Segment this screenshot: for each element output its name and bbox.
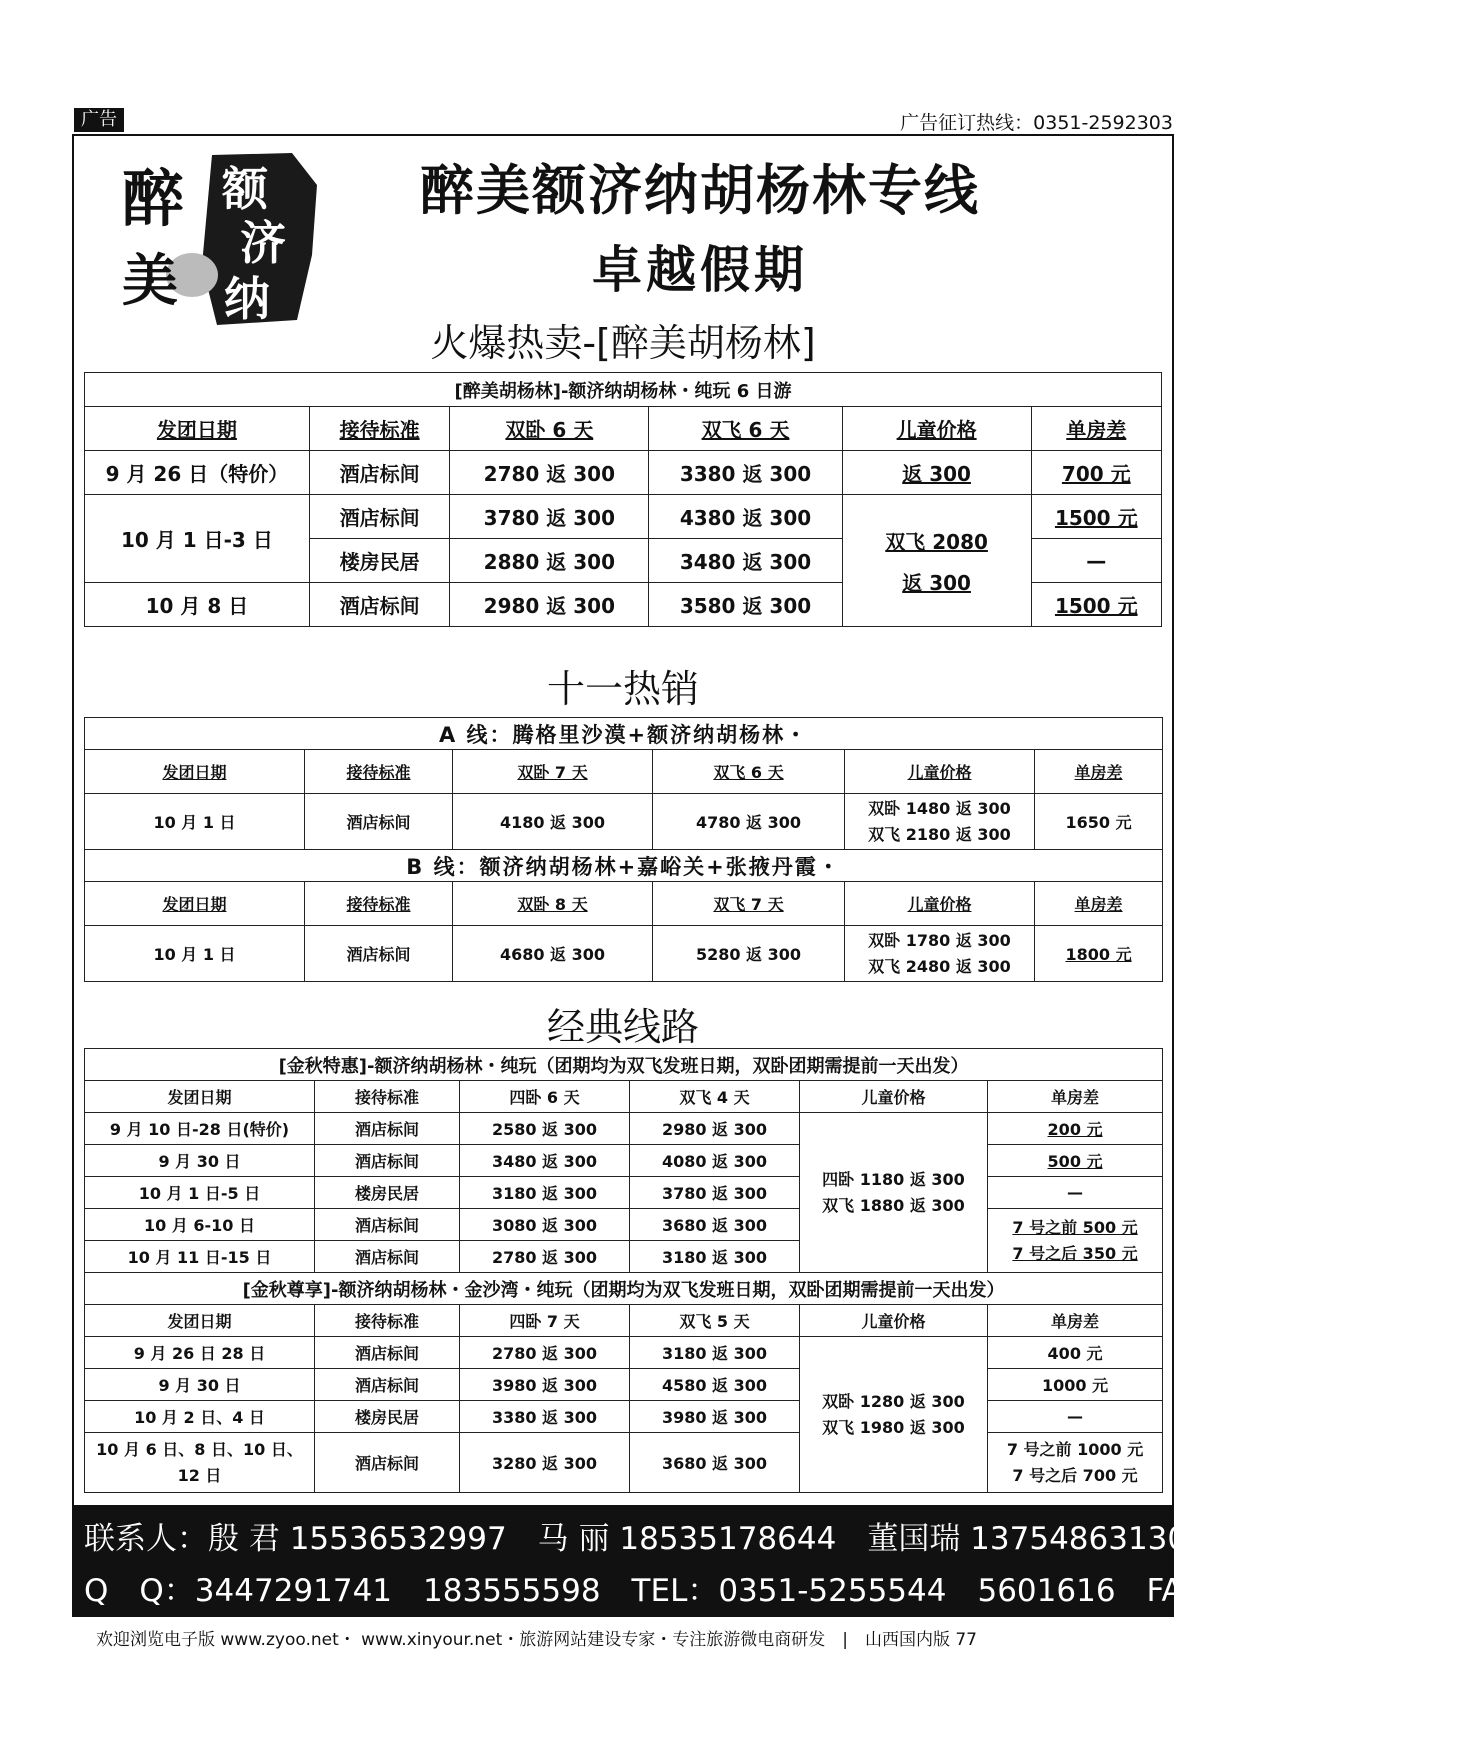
cell-price: 2780 返 300 bbox=[460, 1241, 630, 1273]
col-header: 单房差 bbox=[1035, 750, 1163, 794]
cell-date: 9 月 26 日（特价） bbox=[85, 451, 310, 495]
cell-date: 10 月 11 日-15 日 bbox=[85, 1241, 315, 1273]
child-price-line: 双飞 1980 返 300 bbox=[822, 1417, 965, 1437]
cell-date: 10 月 6-10 日 bbox=[85, 1209, 315, 1241]
cell-standard: 酒店标间 bbox=[315, 1113, 460, 1145]
table-row bbox=[85, 1369, 1163, 1401]
table-row bbox=[85, 926, 1163, 982]
cell-single: 1000 元 bbox=[988, 1369, 1163, 1401]
col-header: 发团日期 bbox=[85, 750, 305, 794]
cell-price: 4780 返 300 bbox=[653, 794, 845, 850]
table-row bbox=[85, 1337, 1163, 1369]
cell-price: 3680 返 300 bbox=[630, 1433, 800, 1493]
table-row bbox=[85, 1145, 1163, 1177]
col-header: 单房差 bbox=[1035, 882, 1163, 926]
cell-price: 4680 返 300 bbox=[453, 926, 653, 982]
cell-price: 3480 返 300 bbox=[649, 539, 842, 583]
col-header: 发团日期 bbox=[85, 1305, 315, 1337]
cell-standard: 酒店标间 bbox=[309, 583, 450, 627]
cell-single: — bbox=[1031, 539, 1161, 583]
col-header: 儿童价格 bbox=[800, 1305, 988, 1337]
cell-child-price bbox=[842, 495, 1031, 627]
page-title: 醉美额济纳胡杨林专线 bbox=[420, 159, 980, 222]
table-row bbox=[85, 1209, 1163, 1241]
cell-date: 9 月 10 日-28 日(特价) bbox=[85, 1113, 315, 1145]
cell-single bbox=[988, 1209, 1163, 1273]
date-line: 12 日 bbox=[177, 1465, 222, 1485]
cell-price: 3180 返 300 bbox=[630, 1241, 800, 1273]
col-header: 单房差 bbox=[1031, 407, 1161, 451]
cell-standard: 酒店标间 bbox=[315, 1209, 460, 1241]
col-header: 儿童价格 bbox=[845, 750, 1035, 794]
cell-price: 3980 返 300 bbox=[630, 1401, 800, 1433]
cell-child-price bbox=[845, 794, 1035, 850]
cell-child-price bbox=[800, 1337, 988, 1493]
cell-standard: 酒店标间 bbox=[315, 1145, 460, 1177]
cell-date: 10 月 2 日、4 日 bbox=[85, 1401, 315, 1433]
cell-date: 9 月 30 日 bbox=[85, 1369, 315, 1401]
cell-price: 4180 返 300 bbox=[453, 794, 653, 850]
section-title-hot: 火爆热卖-[醉美胡杨林] bbox=[430, 321, 816, 365]
col-header: 四卧 6 天 bbox=[460, 1081, 630, 1113]
child-price-line: 双卧 1480 返 300 bbox=[868, 798, 1011, 818]
cell-date: 10 月 1 日-3 日 bbox=[85, 495, 310, 583]
cell-price: 3480 返 300 bbox=[460, 1145, 630, 1177]
single-line: 7 号之前 1000 元 bbox=[1006, 1439, 1144, 1459]
cell-standard: 酒店标间 bbox=[305, 926, 453, 982]
cell-price: 3580 返 300 bbox=[649, 583, 842, 627]
section-title-classic: 经典线路 bbox=[546, 1005, 699, 1049]
col-header: 接待标准 bbox=[305, 882, 453, 926]
cell-price: 3680 返 300 bbox=[630, 1209, 800, 1241]
cell-date bbox=[85, 1433, 315, 1493]
child-price-line: 双飞 1880 返 300 bbox=[822, 1195, 965, 1215]
single-line: 7 号之前 500 元 bbox=[1012, 1217, 1138, 1237]
cell-price: 3280 返 300 bbox=[460, 1433, 630, 1493]
single-line: 7 号之后 700 元 bbox=[1012, 1465, 1138, 1485]
col-header: 双飞 5 天 bbox=[630, 1305, 800, 1337]
cell-price: 3080 返 300 bbox=[460, 1209, 630, 1241]
cell-price: 3780 返 300 bbox=[630, 1177, 800, 1209]
cell-single: 500 元 bbox=[988, 1145, 1163, 1177]
cell-price: 2980 返 300 bbox=[630, 1113, 800, 1145]
col-header: 儿童价格 bbox=[800, 1081, 988, 1113]
col-header: 接待标准 bbox=[305, 750, 453, 794]
ad-hotline: 广告征订热线：0351-2592303 bbox=[900, 112, 1173, 134]
cell-single: 1500 元 bbox=[1031, 583, 1161, 627]
child-price-line: 四卧 1180 返 300 bbox=[822, 1169, 965, 1189]
cell-standard: 酒店标间 bbox=[309, 451, 450, 495]
child-price-line: 双飞 2180 返 300 bbox=[868, 824, 1011, 844]
cell-price: 3780 返 300 bbox=[450, 495, 649, 539]
cell-date: 10 月 8 日 bbox=[85, 583, 310, 627]
cell-price: 4580 返 300 bbox=[630, 1369, 800, 1401]
col-header: 双飞 7 天 bbox=[653, 882, 845, 926]
section-title-national-day: 十一热销 bbox=[546, 667, 699, 711]
child-price-line: 返 300 bbox=[902, 570, 971, 595]
cell-date: 10 月 1 日 bbox=[85, 926, 305, 982]
page-footer: 欢迎浏览电子版 www.zyoo.net・ www.xinyour.net・旅游网站建设专家・专注旅游微电商研发 | 山西国内版 77 bbox=[96, 1630, 977, 1650]
col-header: 接待标准 bbox=[315, 1305, 460, 1337]
contact-footer bbox=[72, 1505, 1463, 1617]
cell-date: 9 月 26 日 28 日 bbox=[85, 1337, 315, 1369]
cell-single: — bbox=[988, 1177, 1163, 1209]
brand-name: 卓越假期 bbox=[592, 240, 808, 299]
table-row bbox=[85, 794, 1163, 850]
cell-single: 1500 元 bbox=[1031, 495, 1161, 539]
col-header: 儿童价格 bbox=[845, 882, 1035, 926]
cell-standard: 酒店标间 bbox=[309, 495, 450, 539]
col-header: 儿童价格 bbox=[842, 407, 1031, 451]
col-header: 双飞 6 天 bbox=[653, 750, 845, 794]
col-header: 双飞 4 天 bbox=[630, 1081, 800, 1113]
col-header: 接待标准 bbox=[315, 1081, 460, 1113]
cell-standard: 酒店标间 bbox=[315, 1433, 460, 1493]
col-header: 双卧 8 天 bbox=[453, 882, 653, 926]
col-header: 发团日期 bbox=[85, 407, 310, 451]
cell-child-price bbox=[845, 926, 1035, 982]
date-line: 10 月 6 日、8 日、10 日、 bbox=[96, 1439, 303, 1459]
table-row bbox=[85, 1177, 1163, 1209]
cell-standard: 楼房民居 bbox=[315, 1401, 460, 1433]
table-row bbox=[85, 1433, 1163, 1493]
price-table-classic bbox=[84, 1048, 1163, 1493]
contact-line: Q Q：3447291741 183555598 TEL：0351-5255544 5601616 FAX：0351-3825678 bbox=[84, 1573, 1463, 1609]
logo-char: 额 bbox=[222, 162, 268, 216]
cell-price: 2980 返 300 bbox=[450, 583, 649, 627]
cell-price: 3180 返 300 bbox=[460, 1177, 630, 1209]
cell-price: 2580 返 300 bbox=[460, 1113, 630, 1145]
cell-price: 3380 返 300 bbox=[649, 451, 842, 495]
cell-price: 4380 返 300 bbox=[649, 495, 842, 539]
contact-line: 联系人：殷 君 15536532997 马 丽 18535178644 董国瑞 13754863130（微信同手机号） bbox=[84, 1521, 1436, 1557]
table-caption: [醉美胡杨林]-额济纳胡杨林・纯玩 6 日游 bbox=[85, 373, 1162, 407]
cell-price: 4080 返 300 bbox=[630, 1145, 800, 1177]
cell-price: 3180 返 300 bbox=[630, 1337, 800, 1369]
table-caption: [金秋特惠]-额济纳胡杨林・纯玩（团期均为双飞发班日期，双卧团期需提前一天出发） bbox=[85, 1049, 1163, 1081]
table-caption: A 线：腾格里沙漠+额济纳胡杨林・ bbox=[85, 718, 1163, 750]
logo-char: 醉 bbox=[122, 162, 185, 235]
col-header: 双卧 6 天 bbox=[450, 407, 649, 451]
cell-standard: 酒店标间 bbox=[315, 1337, 460, 1369]
cell-single: 400 元 bbox=[988, 1337, 1163, 1369]
col-header: 接待标准 bbox=[309, 407, 450, 451]
price-table-national-day bbox=[84, 717, 1163, 982]
cell-date: 10 月 1 日 bbox=[85, 794, 305, 850]
cell-price: 5280 返 300 bbox=[653, 926, 845, 982]
table-caption: [金秋尊享]-额济纳胡杨林・金沙湾・纯玩（团期均为双飞发班日期，双卧团期需提前一天出发） bbox=[85, 1273, 1163, 1305]
table-row bbox=[85, 1113, 1163, 1145]
col-header: 发团日期 bbox=[85, 1081, 315, 1113]
table-row bbox=[85, 451, 1162, 495]
cell-single: 200 元 bbox=[988, 1113, 1163, 1145]
cell-standard: 楼房民居 bbox=[309, 539, 450, 583]
cell-price: 3980 返 300 bbox=[460, 1369, 630, 1401]
col-header: 单房差 bbox=[988, 1305, 1163, 1337]
child-price-line: 双卧 1780 返 300 bbox=[868, 930, 1011, 950]
table-caption: B 线：额济纳胡杨林+嘉峪关+张掖丹霞・ bbox=[85, 850, 1163, 882]
col-header: 双卧 7 天 bbox=[453, 750, 653, 794]
cell-standard: 酒店标间 bbox=[315, 1241, 460, 1273]
logo-char: 济 bbox=[240, 216, 286, 270]
cell-price: 2780 返 300 bbox=[450, 451, 649, 495]
cell-child-price bbox=[800, 1113, 988, 1273]
single-line: 7 号之后 350 元 bbox=[1012, 1243, 1138, 1263]
cell-single bbox=[988, 1433, 1163, 1493]
child-price-line: 双卧 1280 返 300 bbox=[822, 1391, 965, 1411]
logo-char: 美 bbox=[122, 248, 178, 314]
cell-price: 3380 返 300 bbox=[460, 1401, 630, 1433]
col-header: 四卧 7 天 bbox=[460, 1305, 630, 1337]
price-table-main bbox=[84, 372, 1162, 627]
logo bbox=[122, 145, 332, 335]
cell-date: 9 月 30 日 bbox=[85, 1145, 315, 1177]
table-row bbox=[85, 1401, 1163, 1433]
ad-tag: 广告 bbox=[74, 108, 124, 132]
col-header: 单房差 bbox=[988, 1081, 1163, 1113]
cell-price: 2780 返 300 bbox=[460, 1337, 630, 1369]
col-header: 双飞 6 天 bbox=[649, 407, 842, 451]
cell-single: — bbox=[988, 1401, 1163, 1433]
logo-char: 纳 bbox=[224, 272, 270, 326]
cell-standard: 楼房民居 bbox=[315, 1177, 460, 1209]
child-price-line: 双飞 2480 返 300 bbox=[868, 956, 1011, 976]
cell-standard: 酒店标间 bbox=[305, 794, 453, 850]
table-row bbox=[85, 495, 1162, 539]
cell-single: 1650 元 bbox=[1035, 794, 1163, 850]
col-header: 发团日期 bbox=[85, 882, 305, 926]
cell-standard: 酒店标间 bbox=[315, 1369, 460, 1401]
cell-child-price: 返 300 bbox=[842, 451, 1031, 495]
cell-single: 1800 元 bbox=[1035, 926, 1163, 982]
child-price-line: 双飞 2080 bbox=[885, 529, 988, 554]
cell-price: 2880 返 300 bbox=[450, 539, 649, 583]
cell-single: 700 元 bbox=[1031, 451, 1161, 495]
cell-date: 10 月 1 日-5 日 bbox=[85, 1177, 315, 1209]
